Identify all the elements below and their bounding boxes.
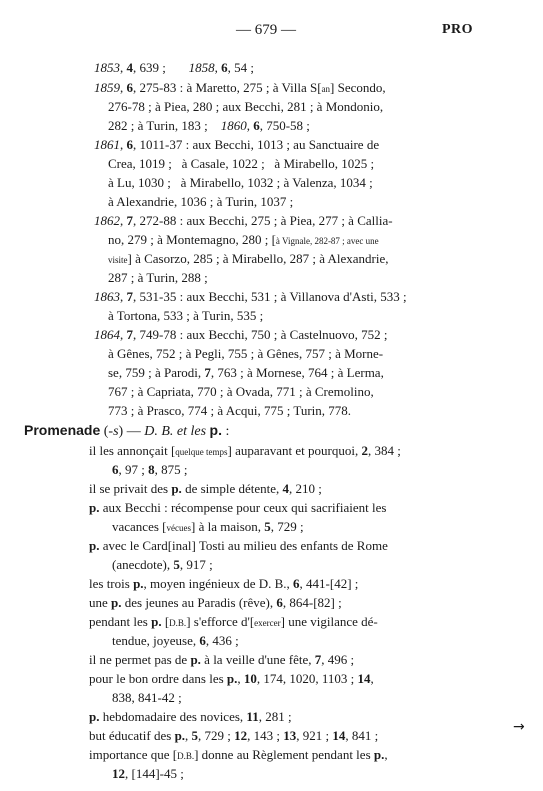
index-line: Crea, 1019 ; à Casale, 1022 ; à Mirabello, 1025 ; [108, 156, 375, 171]
index-line: 1862, 7, 272-88 : aux Becchi, 275 ; à Piea, 277 ; à Callia- [94, 213, 393, 228]
index-line: but éducatif des p., 5, 729 ; 12, 143 ; 13, 921 ; 14, 841 ; [89, 728, 379, 743]
index-line: no, 279 ; à Montemagno, 280 ; [à Vignale, 282-87 ; avec une [108, 232, 379, 247]
index-line: à Gênes, 752 ; à Pegli, 755 ; à Gênes, 757 ; à Morne- [108, 346, 384, 361]
index-line: p. avec le Card[inal] Tosti au milieu des enfants de Rome [89, 538, 388, 553]
index-line: il les annonçait [quelque temps] auparavant et pourquoi, 2, 384 ; [89, 443, 401, 458]
index-line: à Lu, 1030 ; à Mirabello, 1032 ; à Valenza, 1034 ; [108, 175, 373, 190]
index-line: pour le bon ordre dans les p., 10, 174, 1020, 1103 ; 14, [89, 671, 374, 686]
page-number: — 679 — [236, 22, 296, 38]
index-line: 1853, 4, 639 ; 1858, 6, 54 ; [94, 60, 254, 75]
index-line: tendue, joyeuse, 6, 436 ; [112, 633, 239, 648]
index-line: 287 ; à Turin, 288 ; [108, 270, 208, 285]
index-line: 276-78 ; à Piea, 280 ; aux Becchi, 281 ; à Mondonio, [108, 99, 384, 114]
index-line: il se privait des p. de simple détente, 4, 210 ; [89, 481, 322, 496]
index-line: pendant les p. [D.B.] s'efforce d'[exercer] une vigilance dé- [89, 614, 378, 629]
index-line: 282 ; à Turin, 183 ; 1860, 6, 750-58 ; [108, 118, 310, 133]
index-line: visite] à Casorzo, 285 ; à Mirabello, 287 ; à Alexandrie, [108, 251, 389, 266]
index-line: les trois p., moyen ingénieux de D. B., 6, 441-[42] ; [89, 576, 359, 591]
index-line: 1859, 6, 275-83 : à Maretto, 275 ; à Villa S[an] Secondo, [94, 80, 386, 95]
index-line: 1863, 7, 531-35 : aux Becchi, 531 ; à Villanova d'Asti, 533 ; [94, 289, 407, 304]
index-line: il ne permet pas de p. à la veille d'une fête, 7, 496 ; [89, 652, 355, 667]
index-line: 838, 841-42 ; [112, 690, 182, 705]
index-line: vacances [vécues] à la maison, 5, 729 ; [112, 519, 304, 534]
index-line: une p. des jeunes au Paradis (rêve), 6, 864-[82] ; [89, 595, 342, 610]
index-line: se, 759 ; à Parodi, 7, 763 ; à Mornese, 764 ; à Lerma, [108, 365, 384, 380]
index-line: à Tortona, 533 ; à Turin, 535 ; [108, 308, 264, 323]
index-line: p. hebdomadaire des novices, 11, 281 ; [89, 709, 292, 724]
continue-arrow-icon: → [513, 719, 525, 735]
index-line: 1864, 7, 749-78 : aux Becchi, 750 ; à Castelnuovo, 752 ; [94, 327, 388, 342]
index-line: 767 ; à Capriata, 770 ; à Ovada, 771 ; à Cremolino, [108, 384, 374, 399]
index-line: (anecdote), 5, 917 ; [112, 557, 213, 572]
index-line: 6, 97 ; 8, 875 ; [112, 462, 188, 477]
index-line: 1861, 6, 1011-37 : aux Becchi, 1013 ; au Sanctuaire de [94, 137, 380, 152]
entry-heading: Promenade (-s) — D. B. et les p. : [24, 422, 230, 439]
index-line: importance que [D.B.] donne au Règlement pendant les p., [89, 747, 388, 762]
running-head-keyword: PRO [441, 22, 473, 37]
index-line: 773 ; à Prasco, 774 ; à Acqui, 775 ; Turin, 778. [108, 403, 352, 418]
index-line: à Alexandrie, 1036 ; à Turin, 1037 ; [108, 194, 294, 209]
index-line: 12, [144]-45 ; [112, 766, 184, 781]
index-line: p. aux Becchi : récompense pour ceux qui sacrifiaient les [89, 500, 387, 515]
